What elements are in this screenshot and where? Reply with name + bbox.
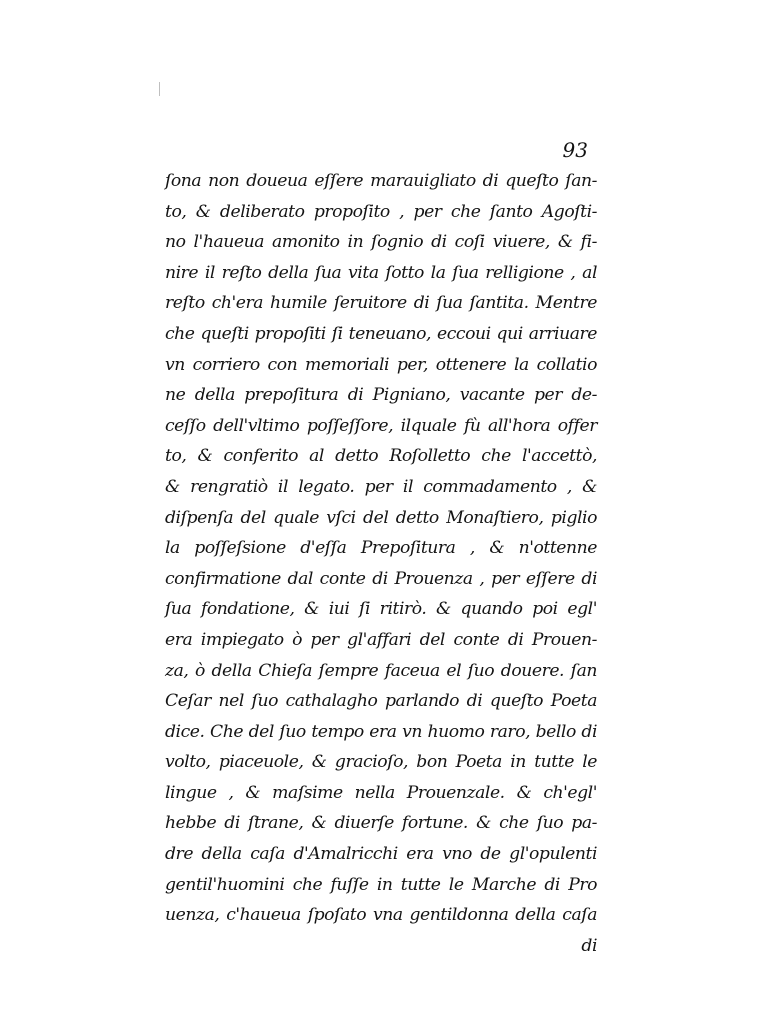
catchword: di — [581, 935, 597, 956]
margin-mark — [159, 82, 160, 96]
text-line: volto, piaceuole, & gracioſo, bon Poeta in tutte le — [165, 752, 597, 773]
text-line: diſpenſa del quale vſci del detto Monaſtiero, piglio — [165, 507, 597, 528]
text-line: no l'haueua amonito in ſognio di coſi viuere, & fi- — [165, 232, 597, 253]
text-line: nire il reſto della ſua vita ſotto la ſua relligione , al — [165, 262, 597, 283]
text-line: era impiegato ò per gl'affari del conte di Prouen- — [165, 629, 597, 650]
page-number: 93 — [562, 138, 588, 162]
text-line: hebbe di ſtrane, & diuerſe fortune. & che ſuo pa- — [165, 813, 597, 834]
text-line: uenza, c'haueua ſpoſato vna gentildonna della caſa — [165, 905, 597, 926]
text-line: ne della prepoſitura di Pigniano, vacante per de- — [165, 385, 597, 406]
text-line: Ceſar nel ſuo cathalagho parlando di queſto Poeta — [165, 691, 597, 712]
text-line: ceſſo dell'vltimo poſſeſſore, ilquale fù all'hora offer — [165, 415, 597, 436]
text-line: ſua fondatione, & iui ſi ritirò. & quando poi egl' — [165, 599, 597, 620]
text-line: & rengratiò il legato. per il commadamento , & — [165, 476, 597, 497]
text-line: gentil'huomini che fuſſe in tutte le Marche di Pro — [165, 874, 597, 895]
text-line: confirmatione dal conte di Prouenza , per eſſere di — [165, 568, 597, 589]
text-line: to, & deliberato propoſito , per che ſanto Agoſti- — [165, 201, 597, 222]
text-line: la poſſeſsione d'eſſa Prepoſitura , & n'ottenne — [165, 538, 597, 559]
text-line: ſona non doueua eſſere marauigliato di queſto ſan- — [165, 171, 597, 191]
text-line: che queſti propoſiti ſi teneuano, eccoui qui arriuare — [165, 323, 597, 344]
text-line: vn corriero con memoriali per, ottenere la collatio — [165, 354, 597, 375]
text-line: dice. Che del ſuo tempo era vn huomo raro, bello di — [165, 721, 597, 742]
text-line: dre della caſa d'Amalricchi era vno de gl'opulenti — [165, 844, 597, 865]
text-line: lingue , & maſsime nella Prouenzale. & ch'egl' — [165, 782, 597, 803]
text-line: reſto ch'era humile ſeruitore di ſua ſantita. Mentre — [165, 293, 597, 314]
text-line: to, & conferito al detto Roſolletto che l'accettò, — [165, 446, 597, 467]
body-text — [165, 166, 597, 961]
text-line: za, ò della Chieſa ſempre faceua el ſuo douere. ſan — [165, 660, 597, 681]
